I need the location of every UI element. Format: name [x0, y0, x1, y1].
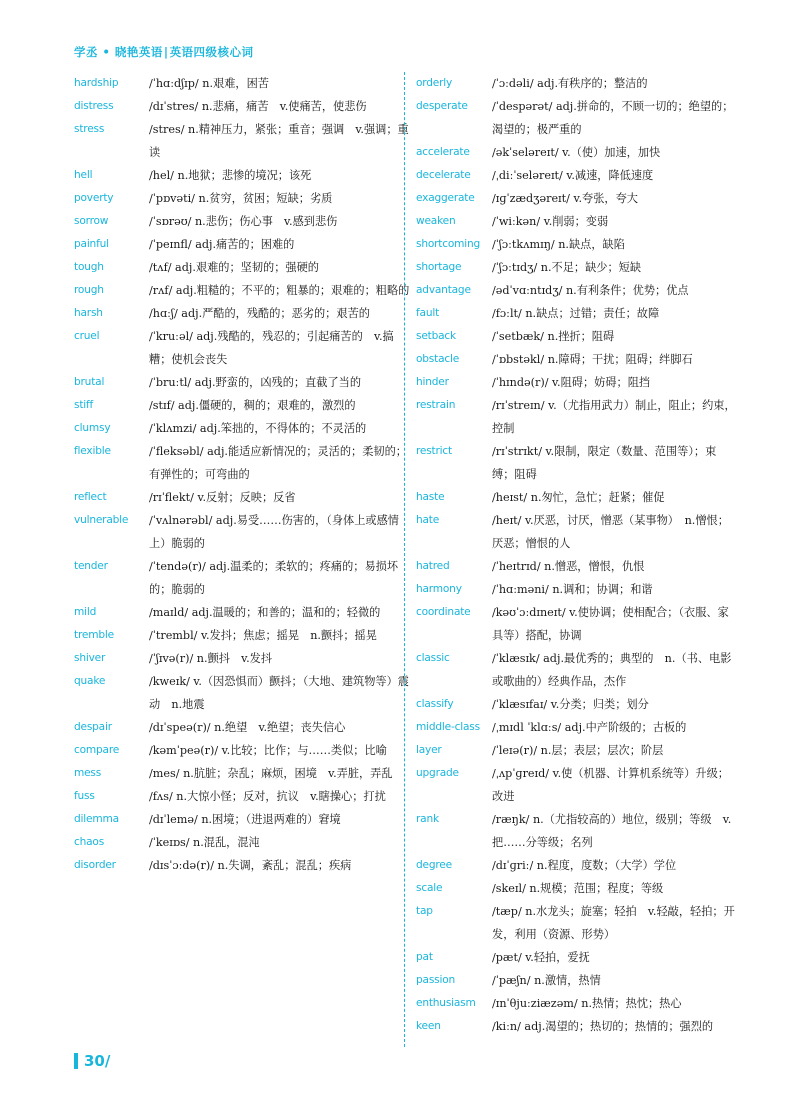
definition: /ˈklæsɪk/ adj.最优秀的；典型的 n.（书、电影或歌曲的）经典作品，杰作	[492, 652, 732, 688]
vocab-entry	[74, 670, 410, 716]
vocab-entry	[416, 394, 736, 440]
vocab-entry	[74, 417, 410, 440]
vocab-entry	[74, 739, 410, 762]
vocab-entry	[74, 716, 410, 739]
headword: pat	[416, 951, 433, 963]
vocab-entry	[416, 72, 736, 95]
vocab-entry	[416, 716, 736, 739]
headword: restrict	[416, 445, 452, 457]
headword: mild	[74, 606, 97, 618]
definition: /mes/ n.肮脏；杂乱；麻烦，困境 v.弄脏，弄乱	[149, 767, 393, 780]
definition: /tʌf/ adj.艰难的；坚韧的；强硬的	[149, 261, 319, 274]
definition: /ˈtendə(r)/ adj.温柔的；柔软的；疼痛的；易损坏的；脆弱的	[149, 560, 399, 596]
definition: /ˈʃɔːtɪdʒ/ n.不足；缺少；短缺	[492, 261, 642, 274]
definition: /ˈbruːtl/ adj.野蛮的，凶残的；直截了当的	[149, 376, 362, 389]
definition: /ˈpæʃn/ n.激情，热情	[492, 974, 601, 987]
headword: tap	[416, 905, 433, 917]
definition: /kweɪk/ v.（因恐惧而）颤抖；（大地、建筑物等）震动 n.地震	[149, 675, 409, 711]
vocab-entry	[416, 486, 736, 509]
definition: /ˈhɑːdʃɪp/ n.艰难，困苦	[149, 77, 269, 90]
definition: /ˈfleksəbl/ adj.能适应新情况的；灵活的；柔韧的；有弹性的；可弯曲的	[149, 445, 407, 481]
vocab-entry	[74, 210, 410, 233]
headword: hinder	[416, 376, 449, 388]
definition: /maɪld/ adj.温暖的；和善的；温和的；轻微的	[149, 606, 381, 619]
vocab-entry	[416, 578, 736, 601]
header-separator: |	[163, 45, 169, 59]
headword: middle-class	[416, 721, 480, 733]
definition: /heɪt/ v.厌恶，讨厌，憎恶（某事物） n.憎恨；厌恶；憎恨的人	[492, 514, 729, 550]
headword: weaken	[416, 215, 456, 227]
definition: /pæt/ v.轻拍，爱抚	[492, 951, 590, 964]
vocab-entry	[416, 187, 736, 210]
headword: distress	[74, 100, 114, 112]
headword: vulnerable	[74, 514, 129, 526]
vocab-entry	[416, 647, 736, 693]
definition: /əkˈseləreɪt/ v.（使）加速，加快	[492, 146, 661, 159]
vocab-entry	[74, 440, 410, 486]
vocab-entry	[74, 601, 410, 624]
definition: /ˌdiːˈseləreɪt/ v.减速，降低速度	[492, 169, 654, 182]
headword: upgrade	[416, 767, 459, 779]
definition: /ˈpɒvəti/ n.贫穷，贫困；短缺；劣质	[149, 192, 333, 205]
headword: orderly	[416, 77, 453, 89]
headword: classic	[416, 652, 450, 664]
vocab-entry	[416, 992, 736, 1015]
left-column	[74, 72, 410, 877]
definition: /ɪnˈθjuːziæzəm/ n.热情；热忱；热心	[492, 997, 682, 1010]
definition: /stres/ n.精神压力，紧张；重音；强调 v.强调；重读	[149, 123, 409, 159]
definition: /ˈleɪə(r)/ n.层；表层；层次；阶层	[492, 744, 664, 757]
definition: /ræŋk/ n.（尤指较高的）地位，级别；等级 v.把……分等级；名列	[492, 813, 732, 849]
vocab-entry	[416, 946, 736, 969]
vocab-entry	[416, 693, 736, 716]
series-title: 学丞 • 晓艳英语	[74, 45, 163, 59]
vocab-entry	[416, 325, 736, 348]
definition: /dɪˈspeə(r)/ n.绝望 v.绝望；丧失信心	[149, 721, 346, 734]
headword: hatred	[416, 560, 450, 572]
definition: /rɪˈstrɪkt/ v.限制，限定（数量、范围等）；束缚；阻碍	[492, 445, 717, 481]
headword: desperate	[416, 100, 468, 112]
headword: chaos	[74, 836, 105, 848]
vocab-entry	[74, 624, 410, 647]
definition: /ˈʃɪvə(r)/ n.颤抖 v.发抖	[149, 652, 273, 665]
vocab-entry	[74, 233, 410, 256]
definition: /ˈheɪtrɪd/ n.憎恶，憎恨，仇恨	[492, 560, 645, 573]
definition: /ˈvʌlnərəbl/ adj.易受……伤害的，（身体上或感情上）脆弱的	[149, 514, 399, 550]
headword: classify	[416, 698, 454, 710]
headword: hell	[74, 169, 93, 181]
headword: layer	[416, 744, 442, 756]
definition: /ˈhɪndə(r)/ v.阻碍；妨碍；阻挡	[492, 376, 651, 389]
vocab-entry	[74, 647, 410, 670]
definition: /stɪf/ adj.僵硬的，稠的；艰难的，激烈的	[149, 399, 356, 412]
definition: /rɪˈflekt/ v.反射；反映；反省	[149, 491, 296, 504]
vocab-entry	[416, 1015, 736, 1038]
definition: /dɪˈstres/ n.悲痛，痛苦 v.使痛苦，使悲伤	[149, 100, 367, 113]
vocab-entry	[74, 371, 410, 394]
vocab-entry	[416, 555, 736, 578]
vocab-entry	[416, 371, 736, 394]
headword: dilemma	[74, 813, 119, 825]
vocab-entry	[416, 854, 736, 877]
headword: mess	[74, 767, 102, 779]
vocab-entry	[74, 325, 410, 371]
definition: /skeɪl/ n.规模；范围；程度；等级	[492, 882, 664, 895]
headword: scale	[416, 882, 443, 894]
definition: /ˈsetbæk/ n.挫折；阻碍	[492, 330, 615, 343]
headword: sorrow	[74, 215, 109, 227]
headword: decelerate	[416, 169, 471, 181]
headword: fuss	[74, 790, 95, 802]
definition: /dɪsˈɔːdə(r)/ n.失调，紊乱；混乱；疾病	[149, 859, 352, 872]
page-number: 30/	[74, 1053, 110, 1069]
vocab-entry	[74, 279, 410, 302]
headword: flexible	[74, 445, 111, 457]
vocab-entry	[416, 141, 736, 164]
vocab-entry	[74, 762, 410, 785]
definition: /ˈɒbstəkl/ n.障碍；干扰；阻碍；绊脚石	[492, 353, 693, 366]
vocab-entry	[74, 95, 410, 118]
vocab-entry	[74, 118, 410, 164]
headword: reflect	[74, 491, 107, 503]
definition: /fɔːlt/ n.缺点；过错；责任；故障	[492, 307, 660, 320]
definition: /ədˈvɑːntɪdʒ/ n.有利条件；优势；优点	[492, 284, 689, 297]
definition: /ˈtrembl/ v.发抖；焦虑；摇晃 n.颤抖；摇晃	[149, 629, 377, 642]
vocab-entry	[74, 486, 410, 509]
headword: disorder	[74, 859, 116, 871]
right-column	[416, 72, 736, 1038]
definition: /kəʊˈɔːdɪneɪt/ v.使协调；使相配合；（衣服、家具等）搭配，协调	[492, 606, 729, 642]
headword: shiver	[74, 652, 106, 664]
vocab-entry	[416, 302, 736, 325]
headword: stress	[74, 123, 105, 135]
vocab-entry	[416, 279, 736, 302]
headword: exaggerate	[416, 192, 475, 204]
running-header	[74, 44, 254, 60]
headword: restrain	[416, 399, 456, 411]
headword: advantage	[416, 284, 471, 296]
vocab-entry	[74, 164, 410, 187]
definition: /ˈkruːəl/ adj.残酷的，残忍的；引起痛苦的 v.搞糟；使机会丧失	[149, 330, 394, 366]
headword: brutal	[74, 376, 105, 388]
headword: tender	[74, 560, 108, 572]
headword: hate	[416, 514, 440, 526]
vocab-entry	[74, 187, 410, 210]
definition: /heɪst/ n.匆忙，急忙；赶紧；催促	[492, 491, 665, 504]
definition: /ˈɔːdəli/ adj.有秩序的；整洁的	[492, 77, 648, 90]
vocab-entry	[416, 808, 736, 854]
vocab-entry	[416, 164, 736, 187]
column-divider	[404, 72, 405, 1047]
book-title: 英语四级核心词	[169, 45, 254, 59]
vocab-entry	[74, 256, 410, 279]
definition: /dɪˈɡriː/ n.程度，度数；（大学）学位	[492, 859, 677, 872]
vocab-entry	[416, 509, 736, 555]
vocab-entry	[416, 256, 736, 279]
vocab-entry	[74, 72, 410, 95]
vocab-entry	[74, 785, 410, 808]
headword: harmony	[416, 583, 462, 595]
definition: /ˈklʌmzi/ adj.笨拙的，不得体的；不灵活的	[149, 422, 367, 435]
definition: /rʌf/ adj.粗糙的；不平的；粗暴的；艰难的；粗略的	[149, 284, 410, 297]
definition: /fʌs/ n.大惊小怪；反对，抗议 v.瞎操心；打扰	[149, 790, 386, 803]
vocab-entry	[416, 900, 736, 946]
definition: /rɪˈstreɪn/ v.（尤指用武力）制止，阻止；约束，控制	[492, 399, 736, 435]
vocab-entry	[416, 210, 736, 233]
headword: haste	[416, 491, 445, 503]
definition: /ɪɡˈzædʒəreɪt/ v.夸张，夸大	[492, 192, 638, 205]
headword: obstacle	[416, 353, 460, 365]
definition: /kəmˈpeə(r)/ v.比较；比作；与……类似；比喻	[149, 744, 387, 757]
headword: rough	[74, 284, 104, 296]
vocab-entry	[416, 739, 736, 762]
vocab-entry	[74, 555, 410, 601]
headword: passion	[416, 974, 455, 986]
vocab-entry	[416, 969, 736, 992]
vocab-entry	[416, 348, 736, 371]
vocab-entry	[74, 509, 410, 555]
headword: compare	[74, 744, 120, 756]
headword: setback	[416, 330, 456, 342]
definition: /tæp/ n.水龙头；旋塞；轻拍 v.轻敲，轻拍；开发，利用（资源、形势）	[492, 905, 735, 941]
headword: quake	[74, 675, 106, 687]
definition: /kiːn/ adj.渴望的；热切的；热情的；强烈的	[492, 1020, 714, 1033]
vocab-entry	[416, 601, 736, 647]
vocab-entry	[416, 440, 736, 486]
definition: /hɑːʃ/ adj.严酷的，残酷的；恶劣的；艰苦的	[149, 307, 370, 320]
definition: /ˈkeɪɒs/ n.混乱，混沌	[149, 836, 260, 849]
definition: /hel/ n.地狱；悲惨的境况；该死	[149, 169, 312, 182]
headword: clumsy	[74, 422, 111, 434]
vocab-entry	[74, 808, 410, 831]
headword: despair	[74, 721, 112, 733]
definition: /ˈwiːkən/ v.削弱；变弱	[492, 215, 609, 228]
headword: fault	[416, 307, 440, 319]
headword: keen	[416, 1020, 441, 1032]
headword: accelerate	[416, 146, 470, 158]
headword: rank	[416, 813, 439, 825]
vocab-entry	[416, 877, 736, 900]
headword: tough	[74, 261, 104, 273]
definition: /dɪˈlemə/ n.困境；（进退两难的）窘境	[149, 813, 341, 826]
headword: coordinate	[416, 606, 471, 618]
vocab-entry	[416, 95, 736, 141]
headword: stiff	[74, 399, 94, 411]
definition: /ˈklæsɪfaɪ/ v.分类；归类；划分	[492, 698, 649, 711]
headword: tremble	[74, 629, 114, 641]
vocab-entry	[416, 233, 736, 256]
vocab-entry	[74, 394, 410, 417]
headword: degree	[416, 859, 452, 871]
definition: /ˈpeɪnfl/ adj.痛苦的；困难的	[149, 238, 295, 251]
headword: harsh	[74, 307, 103, 319]
definition: /ˈsɒrəʊ/ n.悲伤；伤心事 v.感到悲伤	[149, 215, 338, 228]
definition: /ˈdespərət/ adj.拼命的，不顾一切的；绝望的；渴望的；极严重的	[492, 100, 734, 136]
definition: /ˈʃɔːtkʌmɪŋ/ n.缺点，缺陷	[492, 238, 625, 251]
definition: /ˌʌpˈɡreɪd/ v.使（机器、计算机系统等）升级；改进	[492, 767, 729, 803]
headword: painful	[74, 238, 109, 250]
vocab-entry	[74, 854, 410, 877]
headword: shortage	[416, 261, 462, 273]
headword: shortcoming	[416, 238, 481, 250]
headword: hardship	[74, 77, 119, 89]
vocab-entry	[74, 302, 410, 325]
vocab-entry	[416, 762, 736, 808]
definition: /ˈhɑːməni/ n.调和；协调；和谐	[492, 583, 653, 596]
definition: /ˌmɪdl ˈklɑːs/ adj.中产阶级的；古板的	[492, 721, 687, 734]
headword: cruel	[74, 330, 100, 342]
vocab-entry	[74, 831, 410, 854]
headword: poverty	[74, 192, 114, 204]
headword: enthusiasm	[416, 997, 476, 1009]
